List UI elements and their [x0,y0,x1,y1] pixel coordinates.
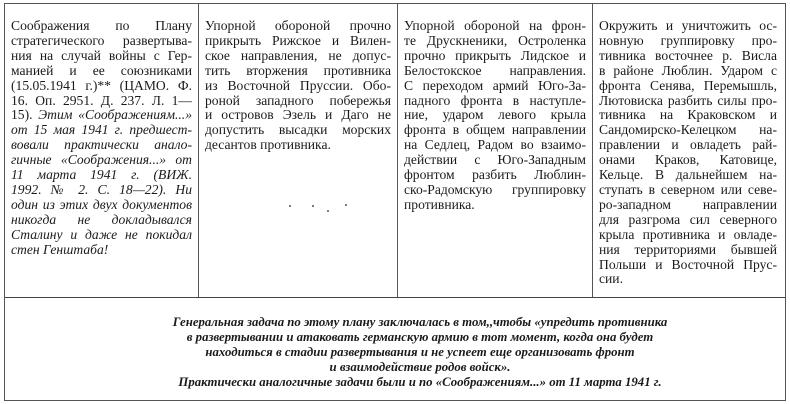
text-line: действии с Юго-Западным [404,153,586,168]
text-line: для разгрома сил северного [599,212,777,227]
summary-line: Практически аналогичные задачи были и по «Соображениям...» от 11 марта 1941 г. [178,375,662,389]
summary-line: находиться в стадии развертывания и не успеет еще организовать фронт [205,345,635,359]
text-line: Лютовиска разбить силы про- [599,93,777,108]
text-line: противника. [404,197,475,212]
text-line: ско-Радомскую группировку [404,182,586,197]
text-line: Упорной обороной прочно [205,19,391,33]
text-line: онами Краков, Катовице, [599,153,777,168]
summary-line: в развертывании и атаковать германскую армию в тот момент, когда она будет [186,330,654,344]
text-line: фронта Сенява, Перемышль, [599,78,777,93]
column-source-document [5,4,199,297]
text-line: Сандомирско-Келецком на- [599,123,777,138]
text-line: ние, ударом левого крыла [404,108,586,123]
text-line: прочно прикрыть Лидское и [404,48,586,63]
text-line: фронта в общем направлении [404,123,586,138]
text-line: сии. [599,272,623,287]
italic-line: никогда не докладывался [11,212,192,227]
scan-artifact [287,199,347,219]
text-line: Белостокское направления. [404,63,586,78]
text-line: Кельце. В дальнейшем на- [599,168,777,183]
text-line: (15.05.1941 г.)** (ЦАМО. Ф. [11,78,192,93]
text-line: роной западного побережья [205,93,391,108]
text-line: правлении и овладеть рай- [599,138,777,153]
text-line: ния на случай войны с Гер- [11,48,192,63]
text-line: ния территориями бывшей [599,242,777,257]
text-line: десантов противника. [205,138,331,153]
text-line: из Восточной Пруссии. Обо- [205,78,391,93]
text-line: тить вторжения противника [205,63,391,78]
text-line: новную группировку про- [599,33,777,48]
text-line: манией и ее союзниками [11,63,192,78]
text-fragment: 15). [11,108,33,123]
column-northwest-front [199,4,398,297]
text-line: прикрыть Рижское и Вилен- [205,33,391,48]
italic-line: один из этих двух документов [11,197,192,212]
text-line: на Седлец, Радом во взаимо- [404,138,586,153]
italic-line: 1992. № 2. С. 18—22). Ни [11,182,192,197]
text-line: падного фронта в наступле- [404,93,586,108]
text-line: ступать в северном или севе- [599,182,777,197]
text-line: и островов Эзель и Даго не [205,108,391,123]
text-line: С переходом армий Юго-За- [404,78,586,93]
italic-line: от 15 мая 1941 г. предшест- [11,123,192,138]
text-line: в районе Люблин. Ударом с [599,63,777,78]
italic-line: 11 марта 1941 г. (ВИЖ. [11,168,192,183]
summary-note [5,298,785,400]
text-line: тивника на Краковском и [599,108,777,123]
italic-line: Сталину и даже не покидал [11,227,192,242]
text-line: Польши и Восточной Прус- [599,257,777,272]
text-line: допустить высадки морских [205,123,391,138]
text-line: тивника восточнее р. Висла [599,48,777,63]
column-western-front [398,4,593,297]
plan-row [5,4,785,298]
text-line: те Друскненики, Остроленка [404,33,586,48]
italic-fragment: Этим «Соображениям...» [38,108,192,123]
text-line: Упорной обороной на фрон- [404,19,586,33]
document-table [4,3,786,401]
text-line: фронтом разбить Люблин- [404,168,586,183]
summary-line: Генеральная задача по этому плану заключалась в том,,чтобы «упредить противника [172,315,668,329]
text-line: стратегического развертыва- [11,33,192,48]
text-line: ро-западном направлении [599,197,777,212]
italic-line: вовали практически анало- [11,138,192,153]
italic-line: гичные «Соображения...» от [11,153,192,168]
text-line: Окружить и уничтожить ос- [599,19,777,33]
text-line: крыла противника и овладе- [599,227,777,242]
text-line: Соображения по Плану [11,19,192,33]
column-southwest-front [593,4,785,297]
text-line: ское направления, не допус- [205,48,391,63]
summary-line: и взаимодействие родов войск». [329,360,511,374]
text-line: 16. Оп. 2951. Д. 237. Л. 1— [11,93,192,108]
italic-line: стен Генштаба! [11,242,109,257]
text-line-mixed [11,108,192,123]
